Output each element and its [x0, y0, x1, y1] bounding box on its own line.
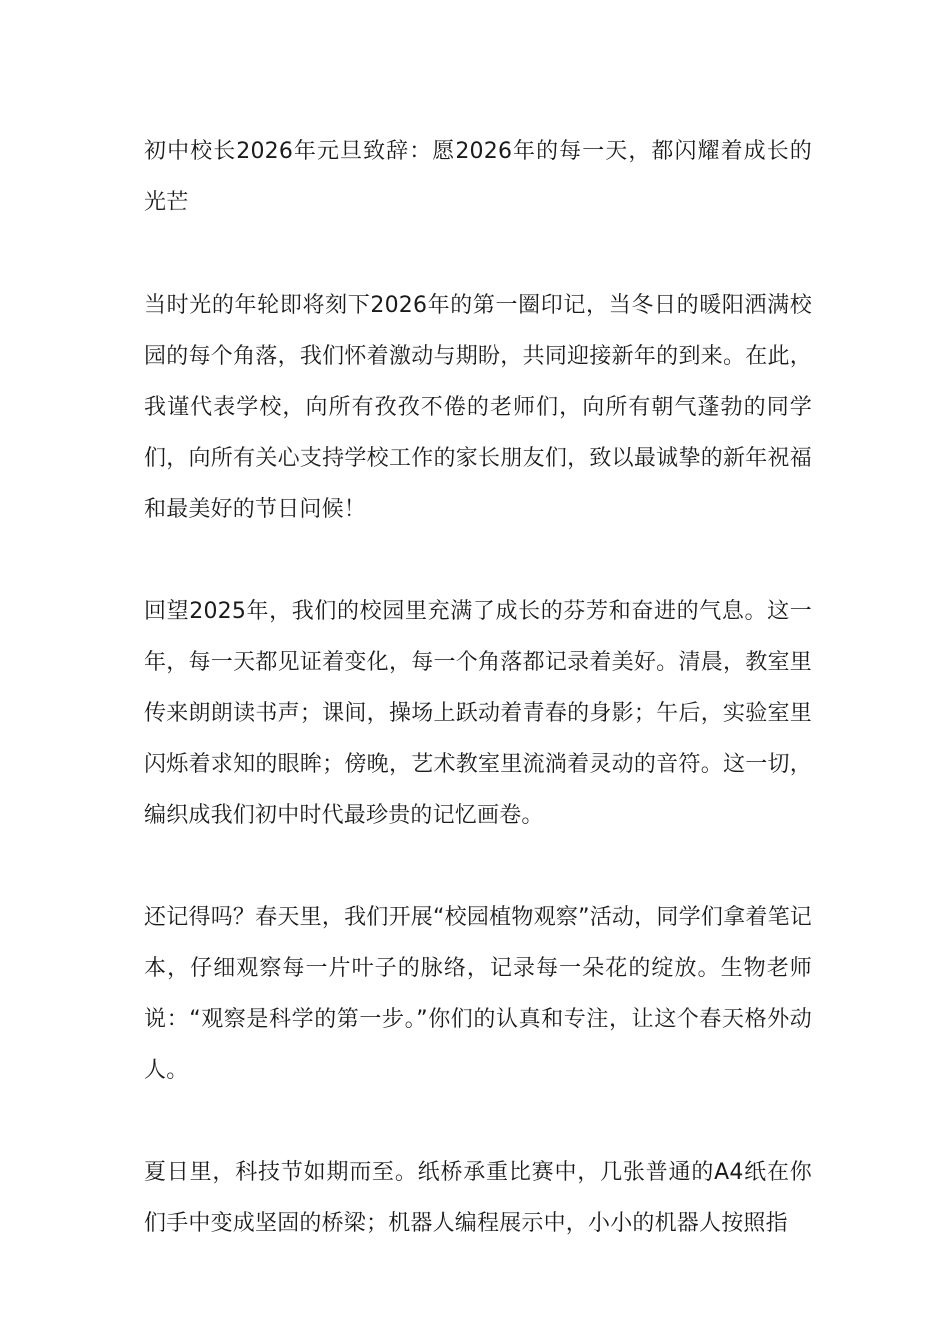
paragraph-review-2025: 回望2025年，我们的校园里充满了成长的芬芳和奋进的气息。这一年，每一天都见证着变化，每一个角落都记录着美好。清晨，教室里传来朗朗读书声；课间，操场上跃动着青春的身影；午后，实验室里闪烁着求知的眼眸；傍晚，艺术教室里流淌着灵动的音符。这一切，编织成我们初中时代最珍贵的记忆画卷。 — [144, 599, 812, 828]
document-body — [144, 126, 812, 1300]
paragraph-greeting: 当时光的年轮即将刻下2026年的第一圈印记，当冬日的暖阳洒满校园的每个角落，我们怀着激动与期盼，共同迎接新年的到来。在此，我谨代表学校，向所有孜孜不倦的老师们，向所有朝气蓬勃的同学们，向所有关心支持学校工作的家长朋友们，致以最诚挚的新年祝福和最美好的节日问候！ — [144, 293, 812, 522]
paragraph-spring-activity: 还记得吗？春天里，我们开展“校园植物观察”活动，同学们拿着笔记本，仔细观察每一片叶子的脉络，记录每一朵花的绽放。生物老师说：“观察是科学的第一步。”你们的认真和专注，让这个春天格外动人。 — [144, 905, 812, 1083]
document-title: 初中校长2026年元旦致辞：愿2026年的每一天，都闪耀着成长的光芒 — [144, 139, 812, 215]
paragraph-summer-techfest: 夏日里，科技节如期而至。纸桥承重比赛中，几张普通的A4纸在你们手中变成坚固的桥梁；机器人编程展示中，小小的机器人按照指 — [144, 1160, 812, 1236]
